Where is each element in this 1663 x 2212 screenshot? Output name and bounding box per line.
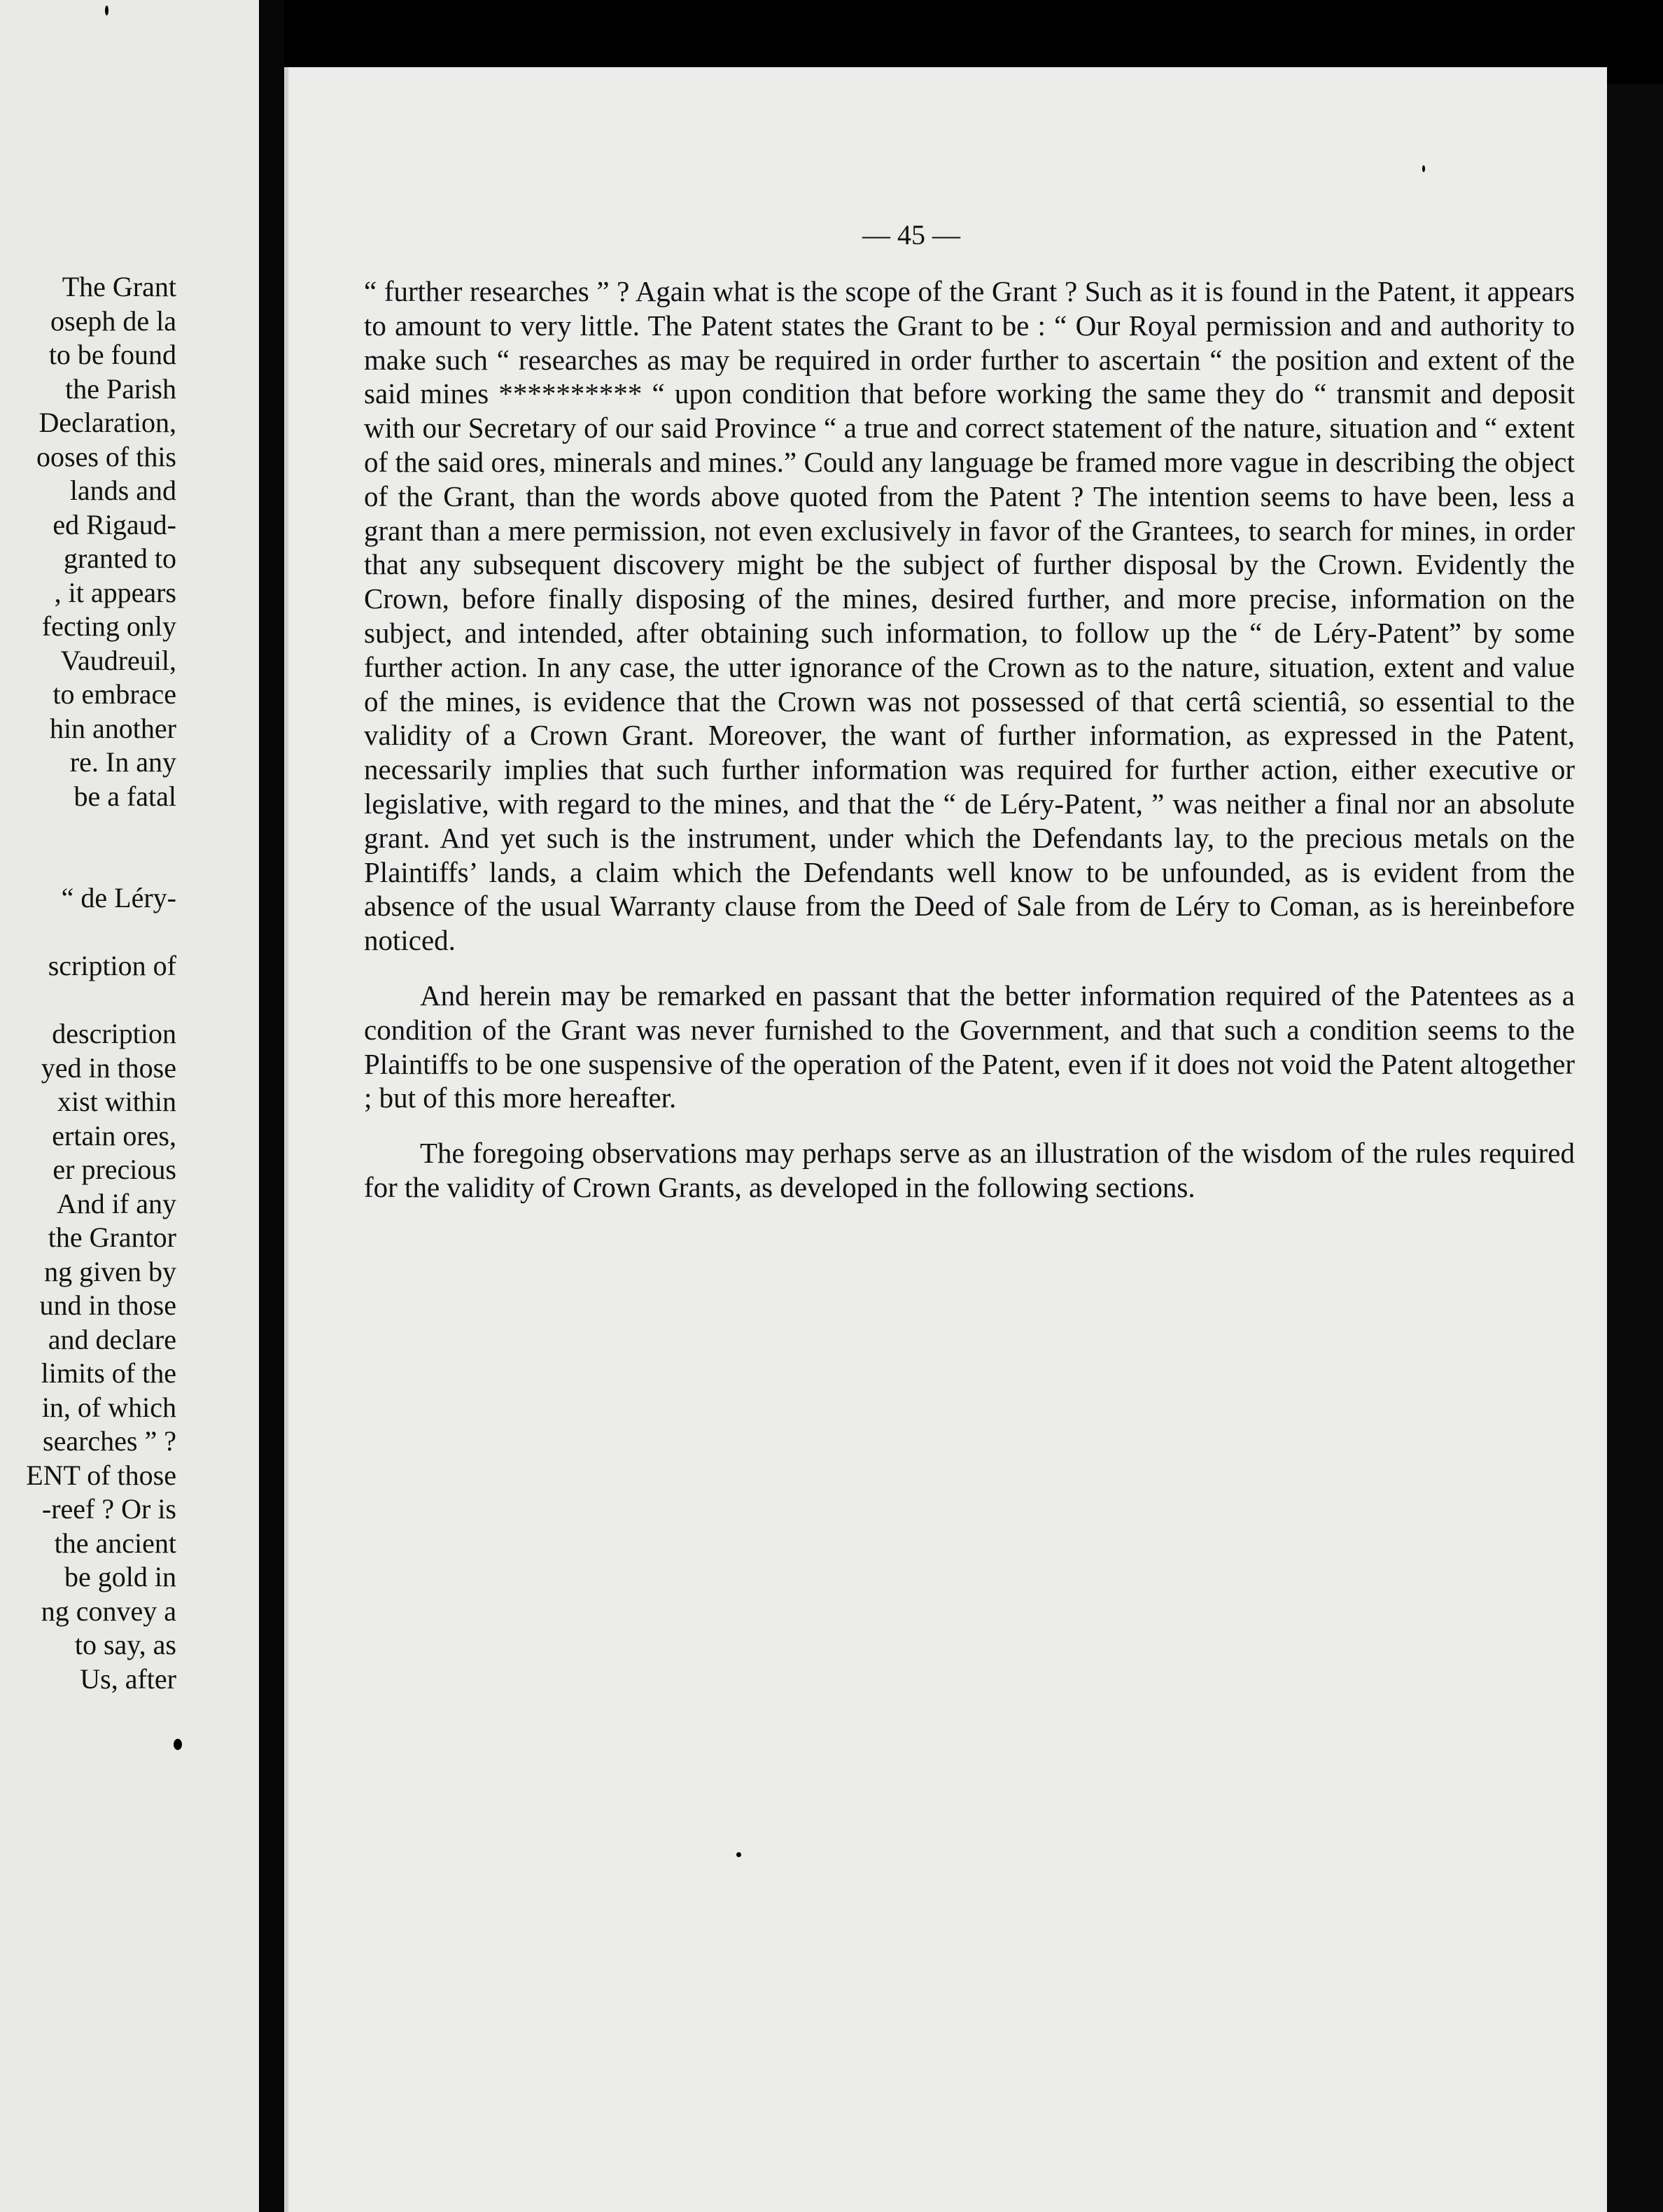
left-page-line: searches ” ? [43,1425,176,1457]
paragraph-1: “ further researches ” ? Again what is the scope of the Grant ? Such as it is found in the Patent, it appears to amount to very little. The Patent states the Grant to be : “ Our Royal permission and and authority to make such “ researches as may be required in order further to ascertain “ the position and extent of the said mines ********** “ upon condition that before working the same they do “ transmit and deposit with our Secretary of our said Province “ a true and correct statement of the nature, situation and “ extent of the said ores, minerals and mines.” Could any language be framed more vague in describing the object of the Grant, than the words above quoted from the Patent ? The intention seems to have been, less a grant than a mere permission, not even exclusively in favor of the Grantees, to search for mines, in order that any subsequent discovery might be the subject of further disposal by the Crown. Evidently the Crown, before finally disposing of the mines, desired further, and more precise, information on the subject, and intended, after obtaining such information, to follow up the “ de Léry-Patent” by some further action. In any case, the utter ignorance of the Crown as to the nature, situation, extent and value of the mines, is evidence that the Crown was not possessed of that certâ scientiâ, so essential to the validity of a Crown Grant. Moreover, the want of further information, as expressed in the Patent, necessarily implies that such further information was required for further action, either executive or legislative, with regard to the mines, and that the “ de Léry-Patent, ” was neither a final nor an absolute grant. And yet such is the instrument, under which the Defendants lay, to the precious metals on the Plaintiffs’ lands, a claim which the Defendants well know to be unfounded, as is evident from the absence of the usual Warranty clause from the Deed of Sale from de Léry to Coman, as is hereinbefore noticed. [364,275,1575,957]
left-page-line: in, of which [41,1391,176,1423]
left-page-line: to say, as [74,1629,176,1660]
left-page-line: ertain ores, [52,1119,176,1152]
left-page-line: , it appears [54,576,176,608]
left-page-line: und in those [39,1289,176,1321]
left-page-line [0,983,176,1018]
left-page-line: “ de Léry- [61,882,176,913]
left-page-line: hin another [49,712,176,744]
left-page-line: to embrace [52,678,176,710]
left-page-line: and declare [48,1323,176,1355]
left-page-line [0,813,176,848]
left-page-line: scription of [48,950,176,981]
left-page-line: er precious [52,1154,176,1185]
left-page-line: ooses of this [36,440,176,472]
left-page-line: limits of the [41,1357,176,1389]
left-page-line: the Parish [65,372,176,405]
left-page-line: re. In any [69,746,176,778]
book-gutter [259,0,284,2212]
paragraph-3: The foregoing observations may perhaps serve as an illustration of the wisdom of the rules required for the validity of Crown Grants, as developed in the following sections. [364,1137,1575,1203]
ink-speck [736,1852,741,1857]
left-page-line: ng given by [44,1255,176,1287]
left-page-line: And if any [56,1187,176,1219]
left-page-line: be a fatal [73,780,176,812]
left-page-line: ENT of those [26,1459,176,1491]
left-page-line: granted to [63,542,176,574]
ink-speck [174,1739,182,1750]
page-number: — 45 — [862,219,960,251]
left-page-line [0,848,176,882]
left-page-line: -reef ? Or is [41,1493,176,1525]
left-page-line: The Grant [62,271,176,302]
left-page-line: the Grantor [48,1222,176,1253]
left-page-line: Declaration, [38,407,176,438]
right-page-edge [1607,84,1663,2212]
left-page-line: lands and [69,475,176,506]
left-page-line: ed Rigaud- [52,508,176,540]
left-page-line: the ancient [54,1527,176,1559]
page-body [364,274,1575,1205]
left-page-line: Us, after [80,1662,176,1695]
left-page-line [0,916,176,950]
left-page-text [0,270,176,1696]
left-page-line: oseph de la [50,304,176,337]
left-page-line: to be found [48,339,176,370]
left-facing-page [0,0,259,2212]
right-page [284,67,1607,2212]
left-page-line: ng convey a [41,1595,176,1627]
left-page-line: yed in those [41,1051,176,1084]
left-page-line: description [52,1018,176,1049]
ink-speck [1422,165,1425,172]
ink-speck [105,6,108,15]
left-page-line: be gold in [64,1561,176,1592]
left-page-line: Vaudreuil, [60,644,176,676]
left-page-line: fecting only [41,610,176,642]
left-page-line: xist within [57,1086,176,1117]
paragraph-2: And herein may be remarked en passant that the better information required of the Patentees as a condition of the Grant was never furnished to the Government, and that such a condition seems to the Plaintiffs to be one suspensive of the operation of the Patent, even if it does not void the Patent altogether ; but of this more hereafter. [364,979,1575,1114]
